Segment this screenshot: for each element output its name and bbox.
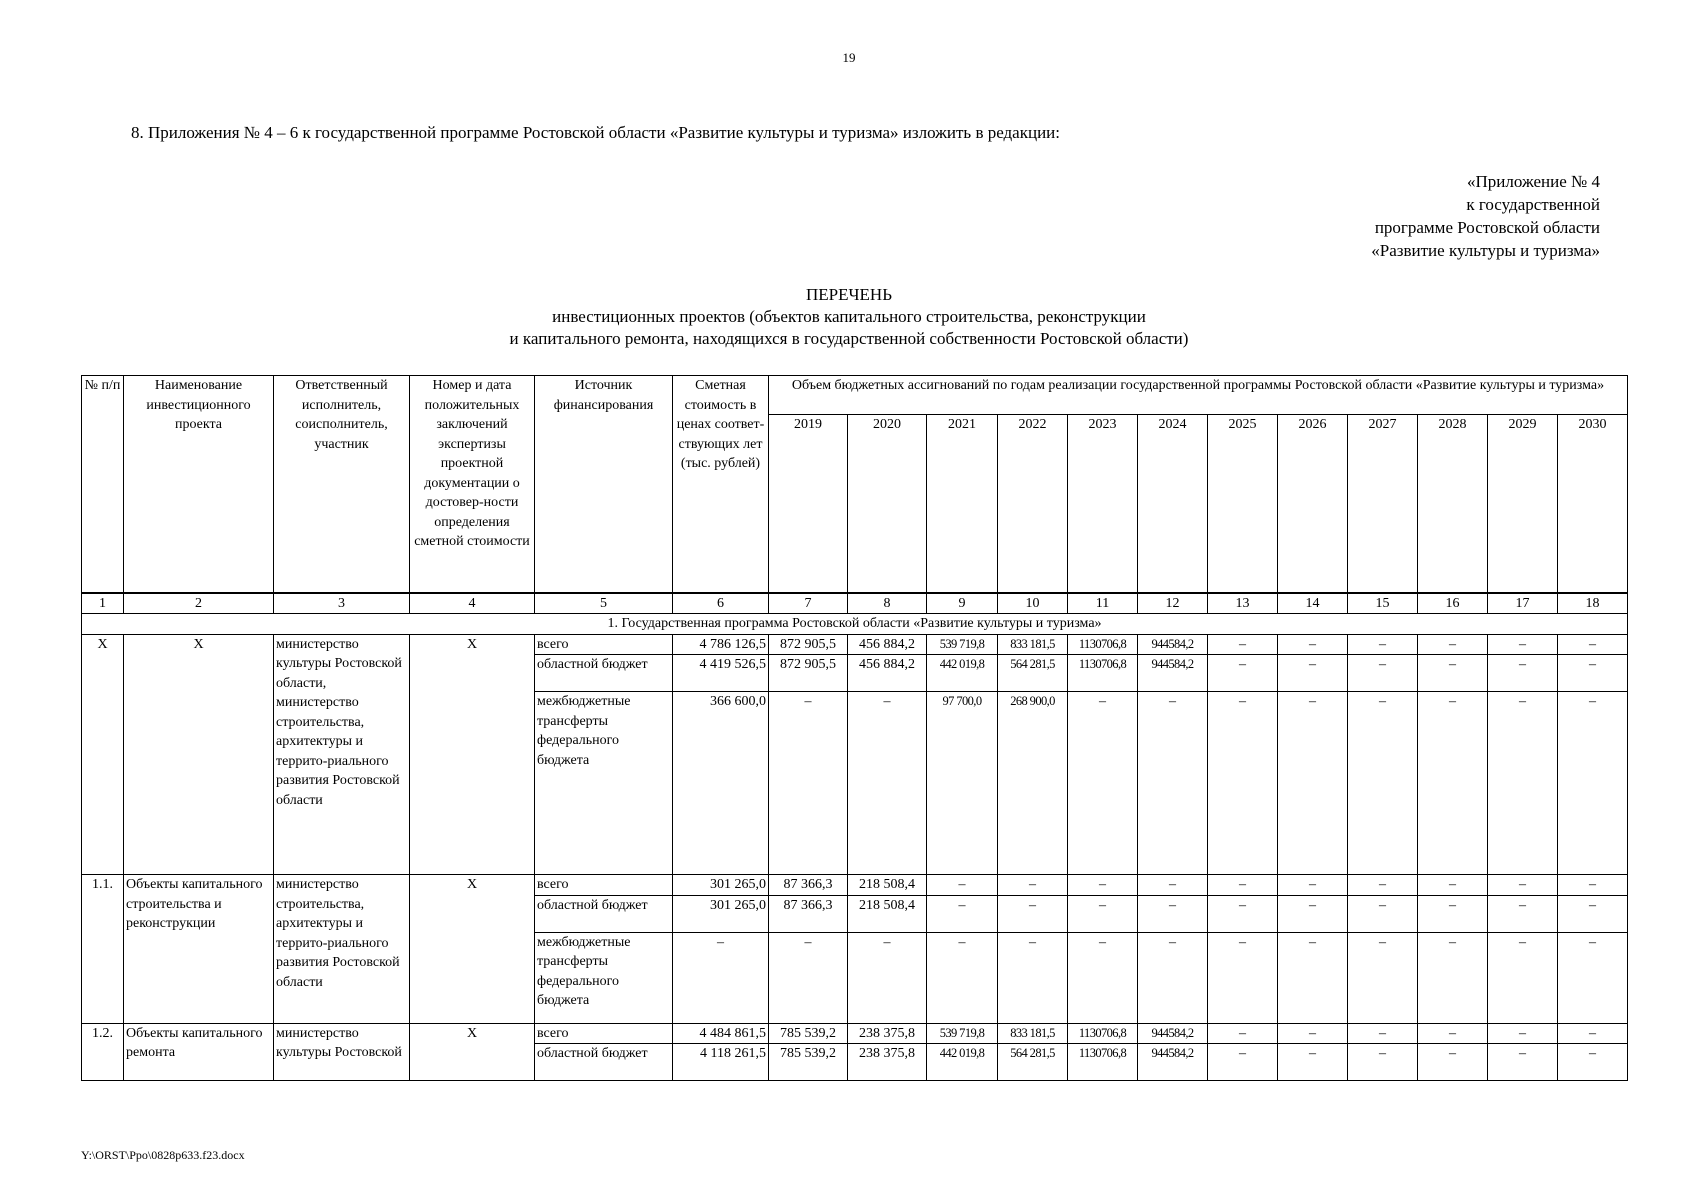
year-value: – [1278, 1023, 1348, 1044]
header-executor: Ответственный исполнитель, соисполнитель, участник [274, 376, 410, 593]
year-value: – [1138, 692, 1208, 875]
year-value: – [848, 692, 927, 875]
funding-source: областной бюджет [535, 655, 673, 692]
year-value: – [1208, 634, 1278, 655]
column-number: 5 [535, 593, 673, 614]
year-value: – [769, 692, 848, 875]
year-value: – [1208, 655, 1278, 692]
column-number: 9 [927, 593, 998, 614]
year-value: – [1208, 875, 1278, 896]
header-source: Источник финансирования [535, 376, 673, 593]
column-number: 12 [1138, 593, 1208, 614]
year-value: – [769, 932, 848, 1023]
column-number: 15 [1348, 593, 1418, 614]
estimated-cost: 4 118 261,5 [673, 1044, 769, 1081]
year-value: – [1348, 1023, 1418, 1044]
title-line: и капитального ремонта, находящихся в государственной собственности Ростовской области) [509, 329, 1189, 348]
year-value: – [1278, 932, 1348, 1023]
year-value: 218 508,4 [848, 895, 927, 932]
table-row [82, 1023, 1628, 1044]
year-value: 564 281,5 [998, 1044, 1068, 1081]
column-number: 11 [1068, 593, 1138, 614]
year-value: – [1558, 692, 1628, 875]
appendix-line: «Приложение № 4 [1467, 172, 1600, 191]
group-no: 1.2. [82, 1023, 124, 1081]
funding-source: областной бюджет [535, 895, 673, 932]
year-header: 2024 [1138, 415, 1208, 593]
year-value: 1130706,8 [1068, 634, 1138, 655]
year-value: 785 539,2 [769, 1044, 848, 1081]
year-value: – [1278, 1044, 1348, 1081]
year-header: 2030 [1558, 415, 1628, 593]
estimated-cost: 4 484 861,5 [673, 1023, 769, 1044]
year-value: – [1418, 932, 1488, 1023]
year-header: 2022 [998, 415, 1068, 593]
estimated-cost: – [673, 932, 769, 1023]
year-header: 2026 [1278, 415, 1348, 593]
year-value: 268 900,0 [998, 692, 1068, 875]
section-title: 1. Государственная программа Ростовской области «Развитие культуры и туризма» [82, 614, 1628, 635]
column-number: 10 [998, 593, 1068, 614]
year-value: 1130706,8 [1068, 1023, 1138, 1044]
year-value: – [998, 895, 1068, 932]
document-title [0, 284, 1698, 350]
year-value: 872 905,5 [769, 634, 848, 655]
year-header: 2023 [1068, 415, 1138, 593]
group-name: Объекты капитального строительства и реконструкции [124, 875, 274, 1024]
estimated-cost: 4 786 126,5 [673, 634, 769, 655]
year-value: – [1488, 1044, 1558, 1081]
year-value: 564 281,5 [998, 655, 1068, 692]
table-row [82, 634, 1628, 655]
group-conclusion: Х [410, 634, 535, 875]
header-volume: Объем бюджетных ассигнований по годам реализации государственной программы Ростовской области «Развитие культуры и туризма» [769, 376, 1628, 415]
year-value: – [1558, 634, 1628, 655]
year-value: 833 181,5 [998, 1023, 1068, 1044]
year-value: – [1418, 875, 1488, 896]
group-executor: министерство культуры Ростовской [274, 1023, 410, 1081]
column-number: 16 [1418, 593, 1488, 614]
column-number: 2 [124, 593, 274, 614]
group-name: Объекты капитального ремонта [124, 1023, 274, 1081]
year-value: 944584,2 [1138, 655, 1208, 692]
file-path-footer: Y:\ORST\Ppo\0828p633.f23.docx [81, 1148, 245, 1162]
year-value: – [1488, 655, 1558, 692]
estimated-cost: 301 265,0 [673, 895, 769, 932]
funding-source: межбюджетные трансферты федерального бюджета [535, 692, 673, 875]
year-value: 785 539,2 [769, 1023, 848, 1044]
year-value: 87 366,3 [769, 895, 848, 932]
funding-source: всего [535, 875, 673, 896]
year-value: – [1418, 1044, 1488, 1081]
year-value: 97 700,0 [927, 692, 998, 875]
funding-source: межбюджетные трансферты федерального бюджета [535, 932, 673, 1023]
year-value: – [1068, 875, 1138, 896]
funding-source: всего [535, 634, 673, 655]
year-value: 833 181,5 [998, 634, 1068, 655]
header-name: Наименование инвестиционного проекта [124, 376, 274, 593]
year-value: – [1418, 634, 1488, 655]
year-value: – [1068, 932, 1138, 1023]
year-value: – [1348, 932, 1418, 1023]
year-value: – [848, 932, 927, 1023]
group-executor: министерство культуры Ростовской области, министерство строительства, архитектуры и террито-риального развития Ростовской области [274, 634, 410, 875]
group-conclusion: Х [410, 1023, 535, 1081]
year-value: – [1488, 1023, 1558, 1044]
year-value: 442 019,8 [927, 655, 998, 692]
year-value: – [1138, 932, 1208, 1023]
year-value: – [1208, 895, 1278, 932]
appendix-note [1300, 170, 1600, 262]
year-value: 456 884,2 [848, 634, 927, 655]
column-number: 7 [769, 593, 848, 614]
year-value: – [1558, 875, 1628, 896]
appendix-line: к государственной [1466, 195, 1600, 214]
intro-paragraph: 8. Приложения № 4 – 6 к государственной программе Ростовской области «Развитие культуры и туризма» изложить в редакции: [131, 123, 1061, 142]
year-value: 456 884,2 [848, 655, 927, 692]
year-value: – [1068, 692, 1138, 875]
year-value: 1130706,8 [1068, 1044, 1138, 1081]
year-value: – [1488, 932, 1558, 1023]
year-value: 238 375,8 [848, 1044, 927, 1081]
funding-source: областной бюджет [535, 1044, 673, 1081]
group-conclusion: Х [410, 875, 535, 1024]
year-value: – [1208, 1023, 1278, 1044]
column-number: 18 [1558, 593, 1628, 614]
year-value: – [1418, 1023, 1488, 1044]
year-header: 2025 [1208, 415, 1278, 593]
column-number: 14 [1278, 593, 1348, 614]
year-value: – [998, 875, 1068, 896]
header-cost: Сметная стоимость в ценах соответ-ствующих лет (тыс. рублей) [673, 376, 769, 593]
column-number: 4 [410, 593, 535, 614]
year-value: 539 719,8 [927, 634, 998, 655]
year-header: 2019 [769, 415, 848, 593]
group-name: Х [124, 634, 274, 875]
page-number: 19 [842, 50, 856, 65]
year-value: 87 366,3 [769, 875, 848, 896]
year-value: 539 719,8 [927, 1023, 998, 1044]
year-value: 944584,2 [1138, 1044, 1208, 1081]
title-line: ПЕРЕЧЕНЬ [806, 285, 892, 304]
year-value: – [1278, 634, 1348, 655]
year-value: – [1278, 875, 1348, 896]
year-value: 872 905,5 [769, 655, 848, 692]
year-value: – [1348, 692, 1418, 875]
table-row [82, 875, 1628, 896]
year-header: 2029 [1488, 415, 1558, 593]
funding-source: всего [535, 1023, 673, 1044]
column-number: 3 [274, 593, 410, 614]
year-value: – [1348, 634, 1418, 655]
year-value: – [1208, 692, 1278, 875]
year-value: – [1208, 1044, 1278, 1081]
column-number: 8 [848, 593, 927, 614]
year-value: – [1558, 932, 1628, 1023]
header-conclusion: Номер и дата положительных заключений экспертизы проектной документации о достовер-ности определения сметной стоимости [410, 376, 535, 593]
header-no: № п/п [82, 376, 124, 593]
column-number: 6 [673, 593, 769, 614]
year-header: 2020 [848, 415, 927, 593]
year-header: 2028 [1418, 415, 1488, 593]
year-value: – [1488, 875, 1558, 896]
year-value: 944584,2 [1138, 634, 1208, 655]
year-value: – [1488, 895, 1558, 932]
year-value: – [1348, 655, 1418, 692]
estimated-cost: 366 600,0 [673, 692, 769, 875]
year-value: – [1558, 1044, 1628, 1081]
year-value: – [1348, 875, 1418, 896]
year-value: – [1558, 655, 1628, 692]
year-value: – [1278, 692, 1348, 875]
year-value: – [927, 932, 998, 1023]
year-value: – [1418, 895, 1488, 932]
year-value: – [1278, 655, 1348, 692]
year-value: – [998, 932, 1068, 1023]
year-value: – [1138, 875, 1208, 896]
year-value: – [1348, 895, 1418, 932]
year-value: – [1488, 692, 1558, 875]
year-value: 442 019,8 [927, 1044, 998, 1081]
year-value: – [1208, 932, 1278, 1023]
investment-projects-table-wrapper [81, 375, 1628, 1081]
year-value: – [1138, 895, 1208, 932]
column-number: 13 [1208, 593, 1278, 614]
year-header: 2027 [1348, 415, 1418, 593]
appendix-line: «Развитие культуры и туризма» [1371, 241, 1600, 260]
year-value: – [1488, 634, 1558, 655]
year-value: – [1558, 895, 1628, 932]
investment-projects-table [81, 375, 1628, 1081]
year-value: 218 508,4 [848, 875, 927, 896]
estimated-cost: 4 419 526,5 [673, 655, 769, 692]
group-executor: министерство строительства, архитектуры и террито-риального развития Ростовской области [274, 875, 410, 1024]
column-number: 1 [82, 593, 124, 614]
group-no: 1.1. [82, 875, 124, 1024]
estimated-cost: 301 265,0 [673, 875, 769, 896]
year-value: – [1348, 1044, 1418, 1081]
group-no: Х [82, 634, 124, 875]
year-value: – [927, 875, 998, 896]
year-value: – [1558, 1023, 1628, 1044]
column-number: 17 [1488, 593, 1558, 614]
year-value: – [1418, 655, 1488, 692]
year-header: 2021 [927, 415, 998, 593]
year-value: 238 375,8 [848, 1023, 927, 1044]
year-value: – [1418, 692, 1488, 875]
year-value: 1130706,8 [1068, 655, 1138, 692]
year-value: 944584,2 [1138, 1023, 1208, 1044]
year-value: – [1278, 895, 1348, 932]
year-value: – [927, 895, 998, 932]
title-line: инвестиционных проектов (объектов капитального строительства, реконструкции [552, 307, 1146, 326]
appendix-line: программе Ростовской области [1374, 218, 1600, 237]
year-value: – [1068, 895, 1138, 932]
